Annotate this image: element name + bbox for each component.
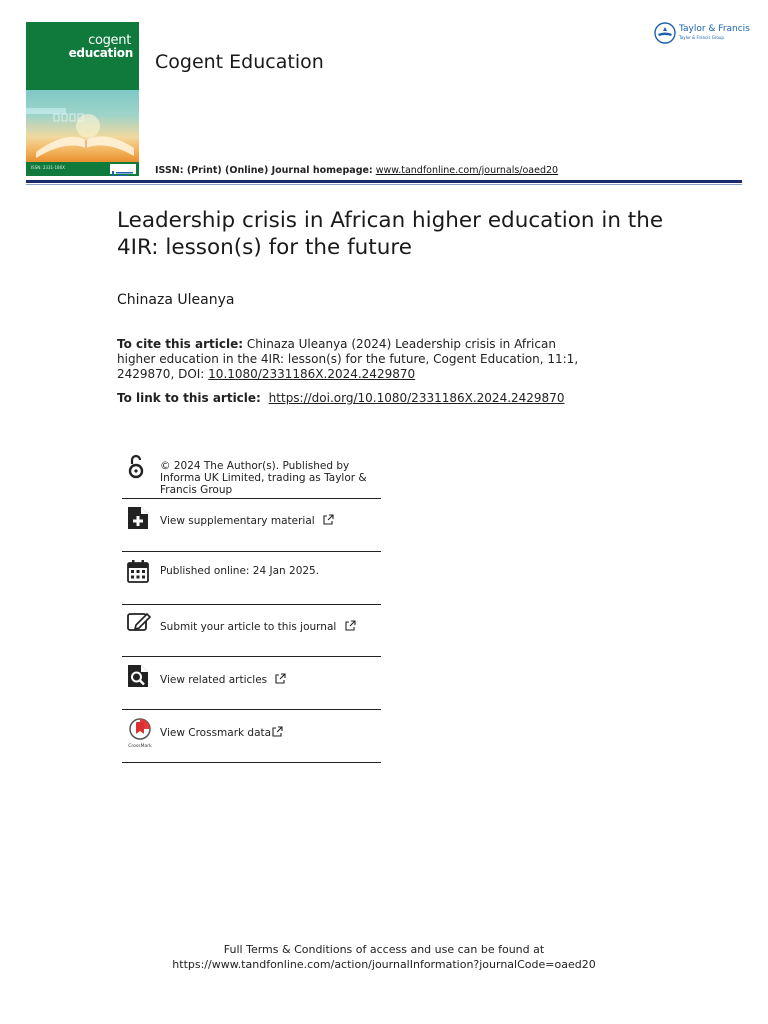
related-row[interactable] xyxy=(122,657,381,710)
cover-artwork xyxy=(26,90,139,162)
header-rule xyxy=(26,180,742,183)
article-author: Chinaza Uleanya xyxy=(117,292,235,308)
calendar-icon xyxy=(127,559,149,583)
issn-line xyxy=(155,165,558,176)
supplementary-row[interactable] xyxy=(122,499,381,552)
crossmark-icon xyxy=(126,718,154,740)
submit-row[interactable] xyxy=(122,605,381,657)
journal-title: Cogent Education xyxy=(155,51,324,73)
cover-book-illustration xyxy=(26,90,139,162)
supplementary-file-icon xyxy=(127,506,149,530)
journal-homepage-link[interactable]: www.tandfonline.com/journals/oaed20 xyxy=(375,165,559,176)
footer-terms xyxy=(0,942,768,972)
panel-divider xyxy=(122,762,381,763)
publisher-name: Taylor & Francis xyxy=(679,24,750,34)
submit-article-link[interactable] xyxy=(160,620,356,633)
external-link-icon xyxy=(323,514,334,525)
edit-note-icon xyxy=(127,611,151,633)
crossmark-label: View Crossmark data xyxy=(160,727,272,739)
related-articles-link[interactable] xyxy=(160,673,286,686)
external-link-icon xyxy=(272,726,283,737)
publisher-group: Taylor & Francis Group xyxy=(679,35,724,40)
article-doi-link[interactable]: https://doi.org/10.1080/2331186X.2024.2429870 xyxy=(268,391,565,405)
crossmark-badge-text: CrossMark xyxy=(128,744,152,749)
published-row xyxy=(122,552,381,605)
footer-line-1: Full Terms & Conditions of access and use can be found at xyxy=(223,943,545,956)
related-search-icon xyxy=(127,664,149,688)
external-link-icon xyxy=(345,620,356,631)
cover-issn: ISSN: 2331-186X xyxy=(31,165,65,170)
article-title: Leadership crisis in African higher education in the 4IR: lesson(s) for the future xyxy=(117,208,664,260)
citation-text: Chinaza Uleanya (2024) Leadership crisis in African higher education in the 4IR: lesson(s) for the future, Cogent Education, 11:1, 2429870, DOI: xyxy=(117,337,579,381)
external-link-icon xyxy=(275,673,286,684)
article-link-line xyxy=(117,391,564,405)
cover-word-cogent: cogent xyxy=(88,33,131,48)
open-access-icon xyxy=(127,454,145,480)
taylor-francis-logo-icon xyxy=(654,22,676,44)
header-rule-thin xyxy=(26,184,742,185)
published-date-text: Published online: 24 Jan 2025. xyxy=(160,565,320,577)
journal-cover xyxy=(26,22,139,176)
open-access-text: © 2024 The Author(s). Published by Informa UK Limited, trading as Taylor & Francis Group xyxy=(160,460,367,496)
citation-doi-link[interactable]: 10.1080/2331186X.2024.2429870 xyxy=(208,367,416,381)
open-access-row xyxy=(122,452,381,499)
cover-word-education: education xyxy=(68,46,133,60)
citation-block xyxy=(117,337,597,382)
related-label: View related articles xyxy=(160,674,268,686)
crossmark-badge xyxy=(126,718,154,748)
article-link-label: To link to this article: xyxy=(117,391,261,405)
footer-terms-link[interactable]: https://www.tandfonline.com/action/journalInformation?journalCode=oaed20 xyxy=(172,958,596,971)
issn-label: ISSN: (Print) (Online) Journal homepage: xyxy=(155,165,373,176)
cover-publisher-logo xyxy=(110,164,136,174)
citation-label: To cite this article: xyxy=(117,337,244,351)
crossmark-row[interactable] xyxy=(122,710,381,763)
supplementary-link[interactable] xyxy=(160,514,334,527)
submit-label: Submit your article to this journal xyxy=(160,621,337,633)
supplementary-label: View supplementary material xyxy=(160,515,315,527)
crossmark-link[interactable] xyxy=(160,726,283,739)
